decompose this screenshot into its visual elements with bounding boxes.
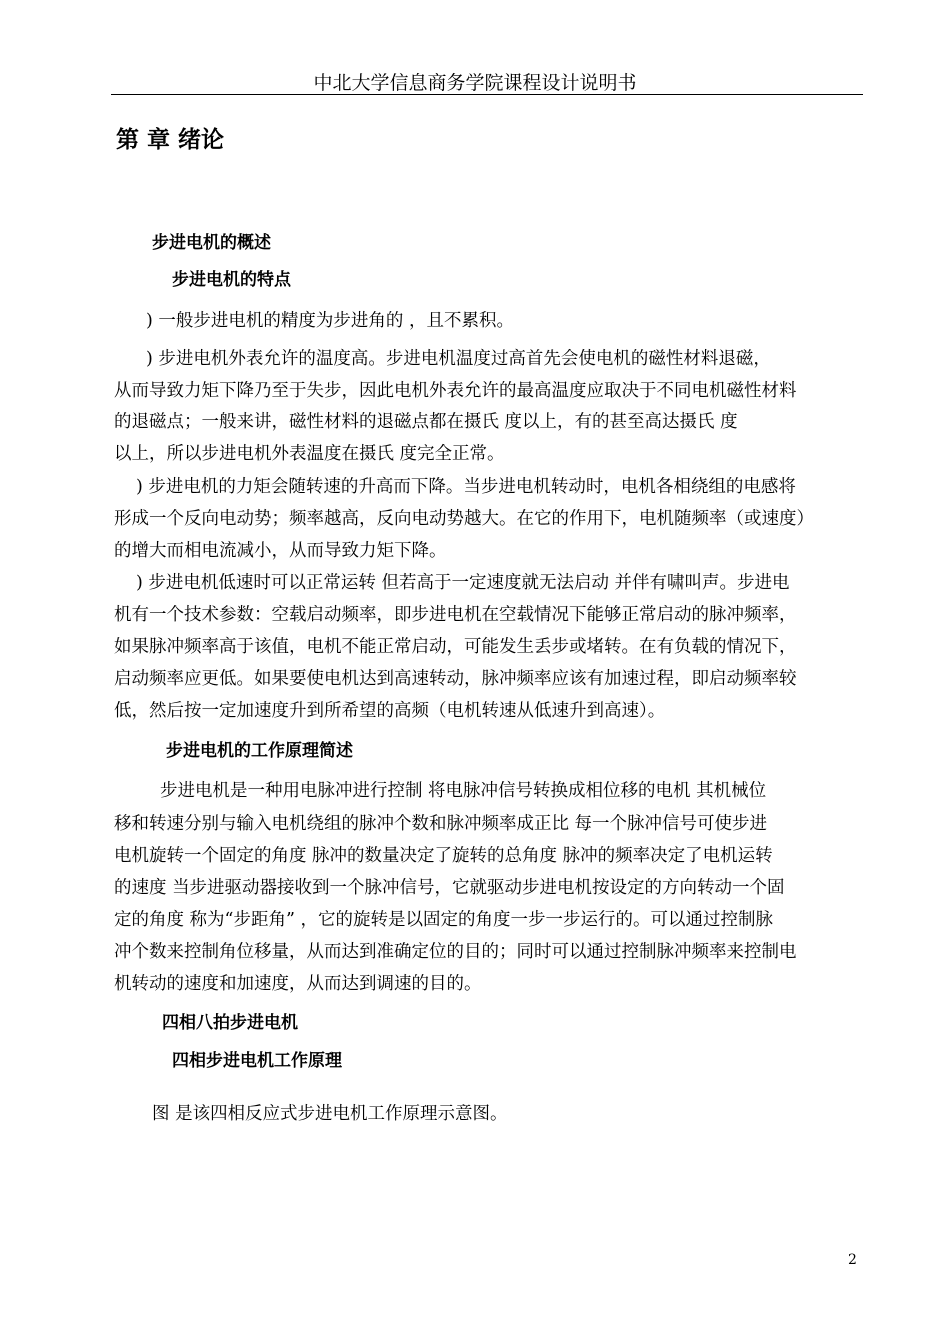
feature-2-line: 以上，所以步进电机外表温度在摄氏 度完全正常。 <box>114 444 505 464</box>
principle-line: 定的角度 称为“步距角” ，它的旋转是以固定的角度一步一步运行的。可以通过控制脉 <box>114 910 774 930</box>
section-heading-four-phase: 四相八拍步进电机 <box>162 1013 298 1033</box>
feature-1-line: ) 一般步进电机的精度为步进角的 ，且不累积。 <box>146 311 514 331</box>
feature-2-line: ) 步进电机外表允许的温度高。步进电机温度过高首先会使电机的磁性材料退磁， <box>146 349 771 369</box>
chapter-title: 第 章 绪论 <box>116 127 225 153</box>
feature-3-line: 形成一个反向电动势；频率越高，反向电动势越大。在它的作用下，电机随频率（或速度） <box>114 509 814 529</box>
subsection-heading-features: 步进电机的特点 <box>172 270 291 290</box>
feature-3-line: 的增大而相电流减小，从而导致力矩下降。 <box>114 541 447 561</box>
page-header-title: 中北大学信息商务学院课程设计说明书 <box>313 72 637 94</box>
principle-line: 的速度 当步进驱动器接收到一个脉冲信号，它就驱动步进电机按设定的方向转动一个固 <box>114 878 785 898</box>
section-heading-overview: 步进电机的概述 <box>152 233 271 253</box>
feature-4-line: ) 步进电机低速时可以正常运转 但若高于一定速度就无法启动 并伴有啸叫声。步进电 <box>136 573 790 593</box>
feature-4-line: 机有一个技术参数：空载启动频率，即步进电机在空载情况下能够正常启动的脉冲频率， <box>114 605 797 625</box>
principle-line: 移和转速分别与输入电机绕组的脉冲个数和脉冲频率成正比 每一个脉冲信号可使步进 <box>114 814 768 834</box>
feature-4-line: 启动频率应更低。如果要使电机达到高速转动，脉冲频率应该有加速过程，即启动频率较 <box>114 669 797 689</box>
feature-4-line: 如果脉冲频率高于该值，电机不能正常启动，可能发生丢步或堵转。在有负载的情况下， <box>114 637 797 657</box>
principle-line: 冲个数来控制角位移量，从而达到准确定位的目的；同时可以通过控制脉冲频率来控制电 <box>114 942 797 962</box>
header-rule <box>111 94 863 95</box>
page-number: 2 <box>848 1252 857 1268</box>
feature-3-line: ) 步进电机的力矩会随转速的升高而下降。当步进电机转动时，电机各相绕组的电感将 <box>136 477 796 497</box>
feature-2-line: 的退磁点；一般来讲，磁性材料的退磁点都在摄氏 度以上，有的甚至高达摄氏 度 <box>114 412 738 432</box>
subsection-heading-four-phase-principle: 四相步进电机工作原理 <box>172 1051 342 1071</box>
principle-line: 步进电机是一种用电脉冲进行控制 将电脉冲信号转换成相位移的电机 其机械位 <box>160 781 767 801</box>
figure-reference-text: 图 是该四相反应式步进电机工作原理示意图。 <box>152 1104 508 1124</box>
feature-4-line: 低，然后按一定加速度升到所希望的高频（电机转速从低速升到高速）。 <box>114 701 666 721</box>
principle-line: 机转动的速度和加速度，从而达到调速的目的。 <box>114 974 482 994</box>
feature-2-line: 从而导致力矩下降乃至于失步，因此电机外表允许的最高温度应取决于不同电机磁性材料 <box>114 381 797 401</box>
subsection-heading-principle: 步进电机的工作原理简述 <box>166 741 353 761</box>
principle-line: 电机旋转一个固定的角度 脉冲的数量决定了旋转的总角度 脉冲的频率决定了电机运转 <box>114 846 773 866</box>
